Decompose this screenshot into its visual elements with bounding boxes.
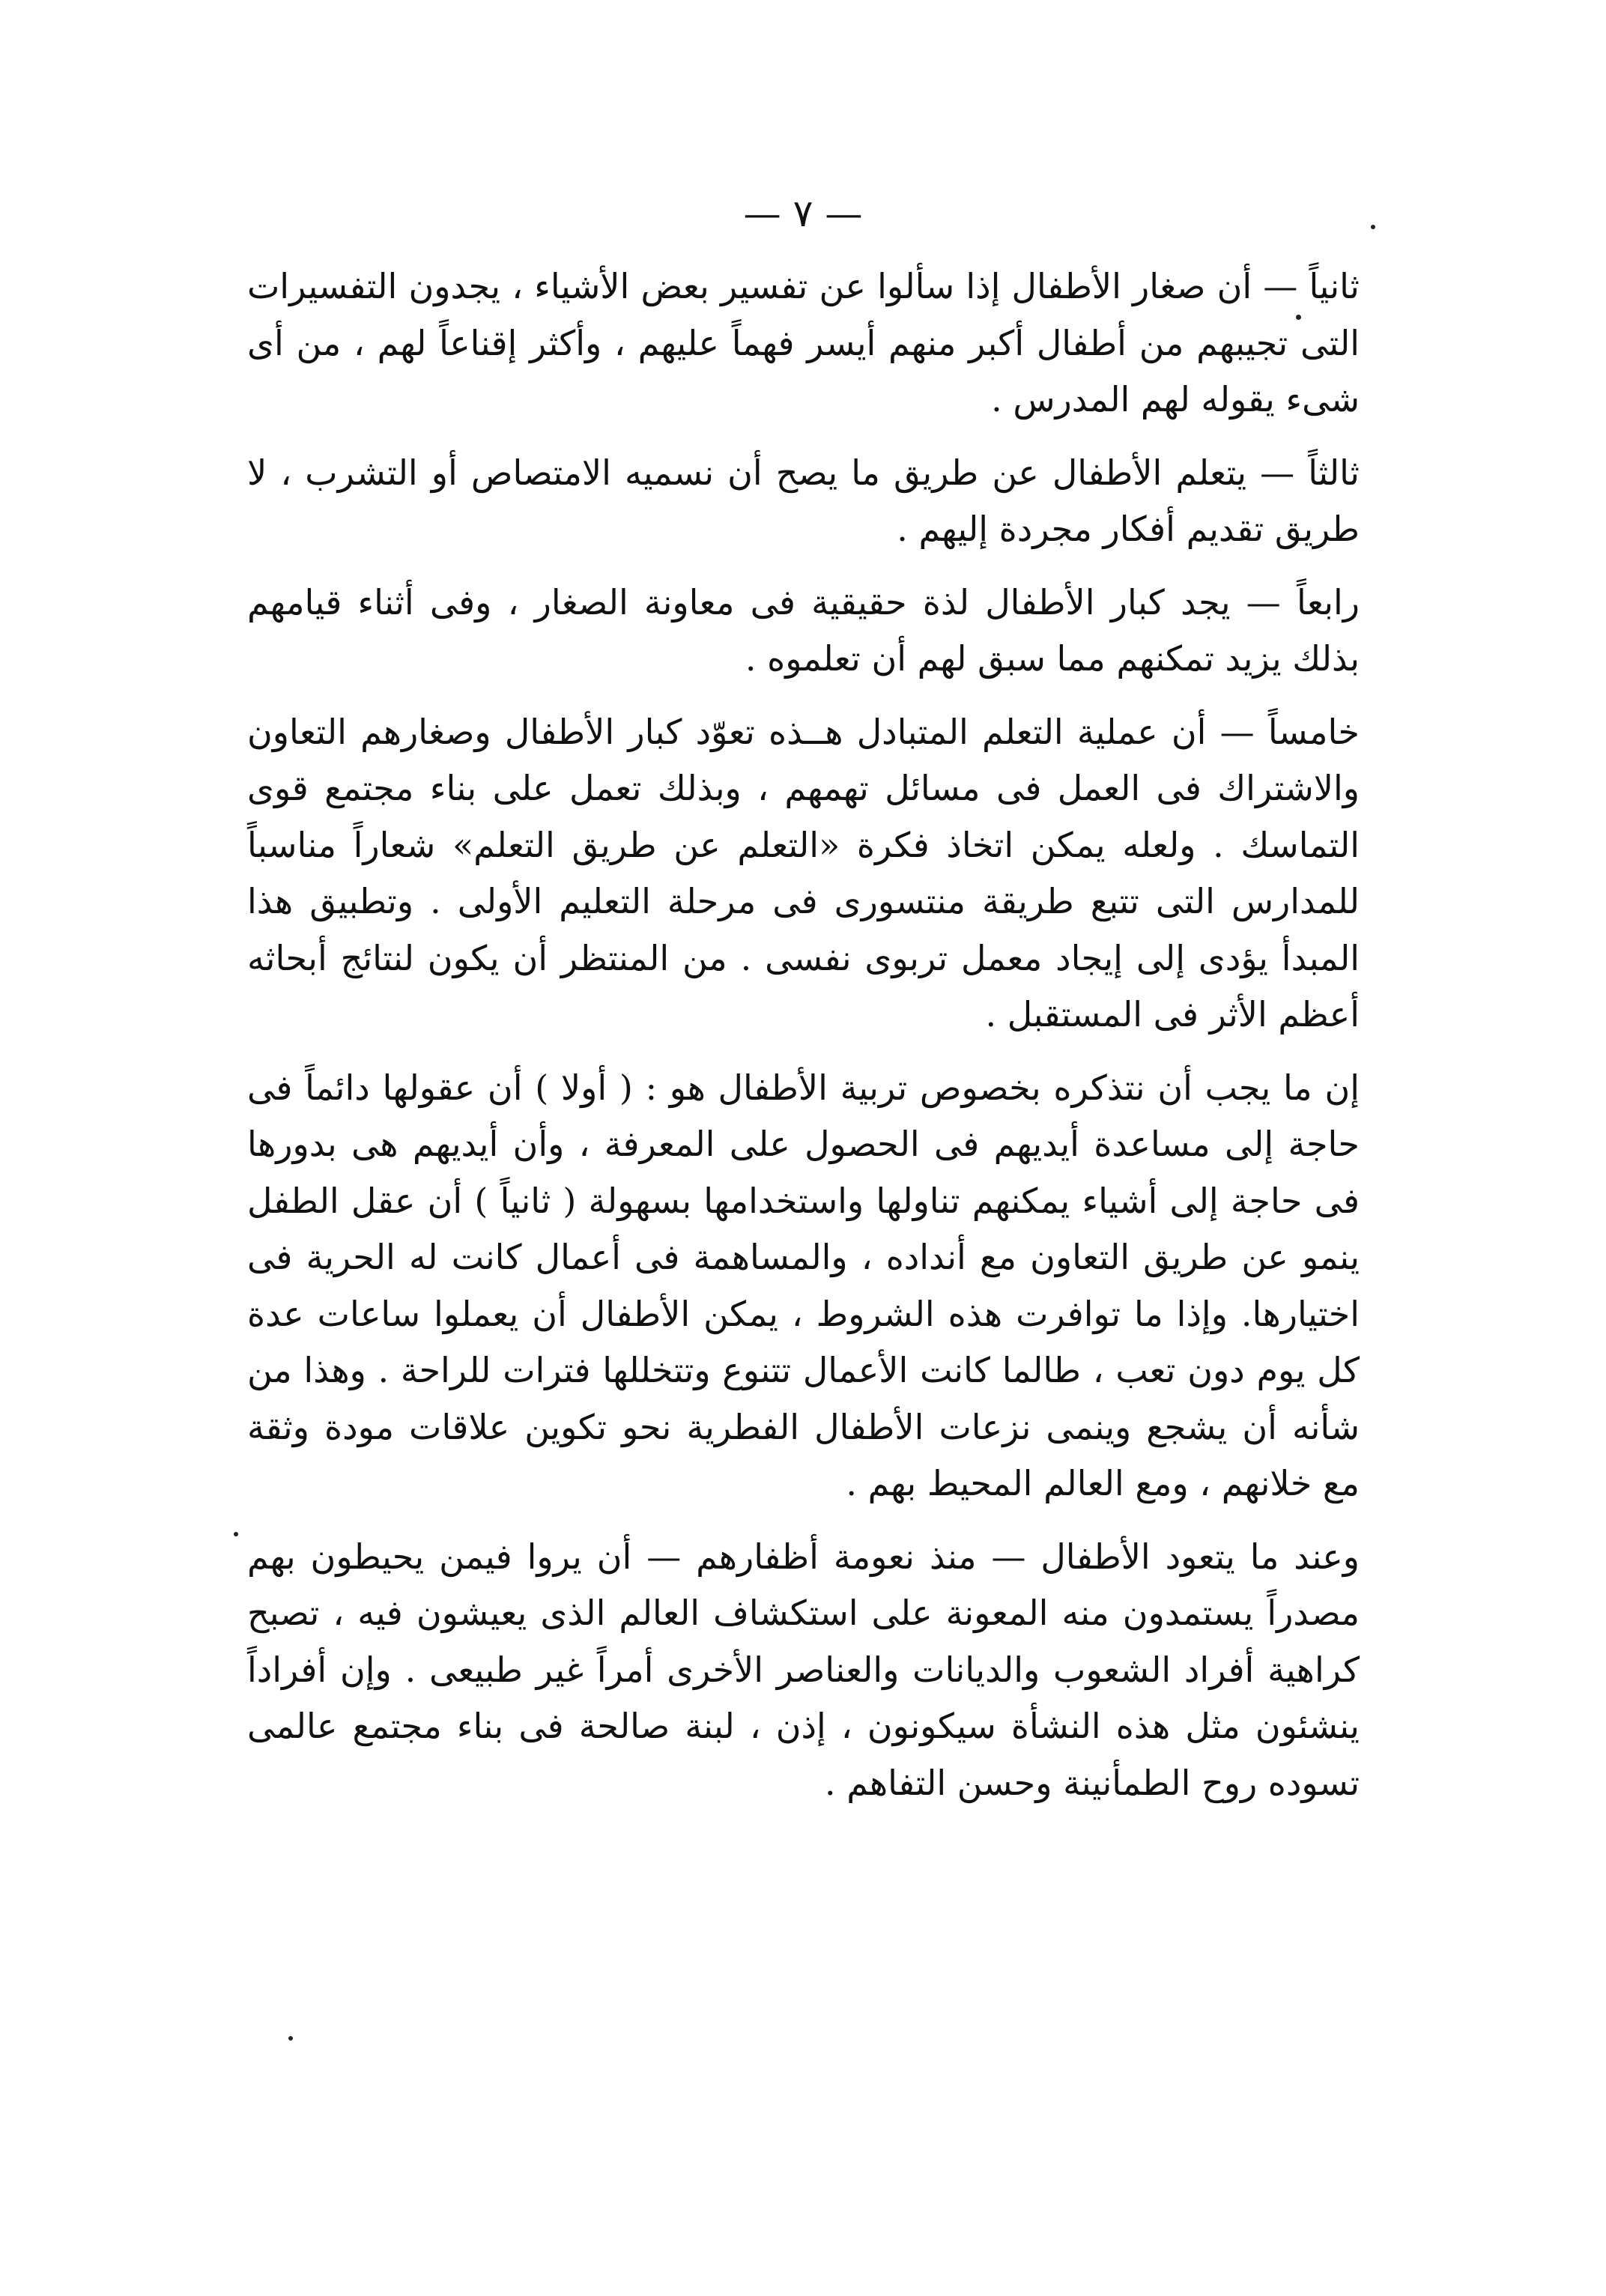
paragraph-thirdly: ثالثاً — يتعلم الأطفال عن طريق ما يصح أن نسميه الامتصاص أو التشرب ، لا طريق تقديم أفكار مجردة إليهم . xyxy=(247,452,1360,549)
paragraph-fourthly: رابعاً — يجد كبار الأطفال لذة حقيقية فى معاونة الصغار ، وفى أثناء قيامهم بذلك يزيد تمكنهم مما سبق لهم أن تعلموه . xyxy=(247,581,1360,679)
scan-speck xyxy=(1371,225,1375,229)
page-number: — ٧ — xyxy=(743,192,863,235)
paragraph-secondly: ثانياً — أن صغار الأطفال إذا سألوا عن تفسير بعض الأشياء ، يجدون التفسيرات التى تجيبهم من أطفال أكبر منهم أيسر فهماً عليهم ، وأكثر إقناعاً لهم ، من أى شىء يقوله لهم المدرس . xyxy=(247,266,1360,419)
paragraph-conclusion: وعند ما يتعود الأطفال — منذ نعومة أظفارهم — أن يروا فيمن يحيطون بهم مصدراً يستمدون منه المعونة على استكشاف العالم الذى يعيشون فيه ، تصبح كراهية أفراد الشعوب والديانات والعناصر الأخرى أمراً غير طبيعى . وإن أفراداً ينشئون مثل هذه النشأة سيكونون ، إذن ، لبنة صالحة فى بناء مجتمع عالمى تسوده روح الطمأنينة وحسن التفاهم . xyxy=(247,1536,1360,1803)
paragraph-what-to-remember: إن ما يجب أن نتذكره بخصوص تربية الأطفال هو : ( أولا ) أن عقولها دائماً فى حاجة إلى مساعدة أيديهم فى الحصول على المعرفة ، وأن أيديهم هى بدورها فى حاجة إلى أشياء يمكنهم تناولها واستخدامها بسهولة ( ثانياً ) أن عقل الطفل ينمو عن طريق التعاون مع أنداده ، والمساهمة فى أعمال كانت له الحرية فى اختيارها. وإذا ما توافرت هذه الشروط ، يمكن الأطفال أن يعملوا ساعات عدة كل يوم دون تعب ، طالما كانت الأعمال تتنوع وتتخللها فترات للراحة . وهذا من شأنه أن يشجع وينمى نزعات الأطفال الفطرية نحو تكوين علاقات مودة وثقة مع خلانهم ، ومع العالم المحيط بهم . xyxy=(247,1067,1360,1503)
paragraph-fifthly: خامساً — أن عملية التعلم المتبادل هــذه تعوّد كبار الأطفال وصغارهم التعاون والاشتراك فى العمل فى مسائل تهمهم ، وبذلك تعمل على بناء مجتمع قوى التماسك . ولعله يمكن اتخاذ فكرة «التعلم عن طريق التعلم» شعاراً مناسباً للمدارس التى تتبع طريقة منتسورى فى مرحلة التعليم الأولى . وتطبيق هذا المبدأ يؤدى إلى إيجاد معمل تربوى نفسى . من المنتظر أن يكون لنتائج أبحاثه أعظم الأثر فى المستقبل . xyxy=(247,711,1360,1035)
page-text-body xyxy=(247,258,1360,1828)
scan-speck xyxy=(234,1532,238,1536)
scan-speck xyxy=(1296,315,1301,320)
scan-speck xyxy=(288,2036,293,2041)
